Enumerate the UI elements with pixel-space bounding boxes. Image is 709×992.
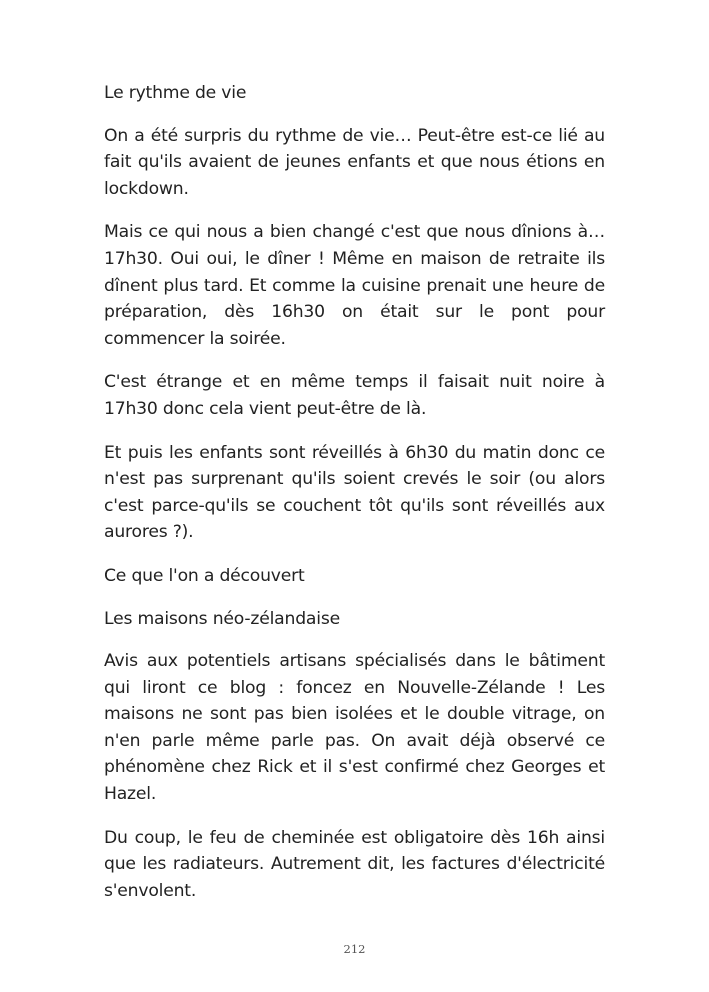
section-heading-decouvert: Ce que l'on a découvert <box>104 565 305 586</box>
page-number: 212 <box>343 942 366 956</box>
paragraph: C'est étrange et en même temps il faisait nuit noire à 17h30 donc cela vient peut-être de là. <box>104 372 605 419</box>
subsection-heading-maisons: Les maisons néo-zélandaise <box>104 608 340 629</box>
paragraph: On a été surpris du rythme de vie… Peut-être est-ce lié au fait qu'ils avaient de jeunes enfants et que nous étions en lockdown. <box>104 125 605 199</box>
section-heading-rythme: Le rythme de vie <box>104 83 247 103</box>
paragraph: Avis aux potentiels artisans spécialisés dans le bâtiment qui liront ce blog : foncez en Nouvelle-Zélande ! Les maisons ne sont pas bien isolées et le double vitrage, on n'en parle même parle pas. On avait déjà observé ce phénomène chez Rick et il s'est confirmé chez Georges et Hazel. <box>104 651 605 805</box>
paragraph: Mais ce qui nous a bien changé c'est que nous dînions à… 17h30. Oui oui, le dîner ! Même en maison de retraite ils dînent plus tard. Et comme la cuisine prenait une heure de préparation, dès 16h30 on était sur le pont pour commencer la soirée. <box>104 222 605 349</box>
paragraph: Du coup, le feu de cheminée est obligatoire dès 16h ainsi que les radiateurs. Autrement dit, les factures d'électricité s'envolent. <box>104 827 605 901</box>
paragraph: Et puis les enfants sont réveillés à 6h30 du matin donc ce n'est pas surprenant qu'ils soient crevés le soir (ou alors c'est parce-qu'ils se couchent tôt qu'ils sont réveillés aux aurores ?). <box>104 442 605 543</box>
page-body <box>104 80 605 921</box>
